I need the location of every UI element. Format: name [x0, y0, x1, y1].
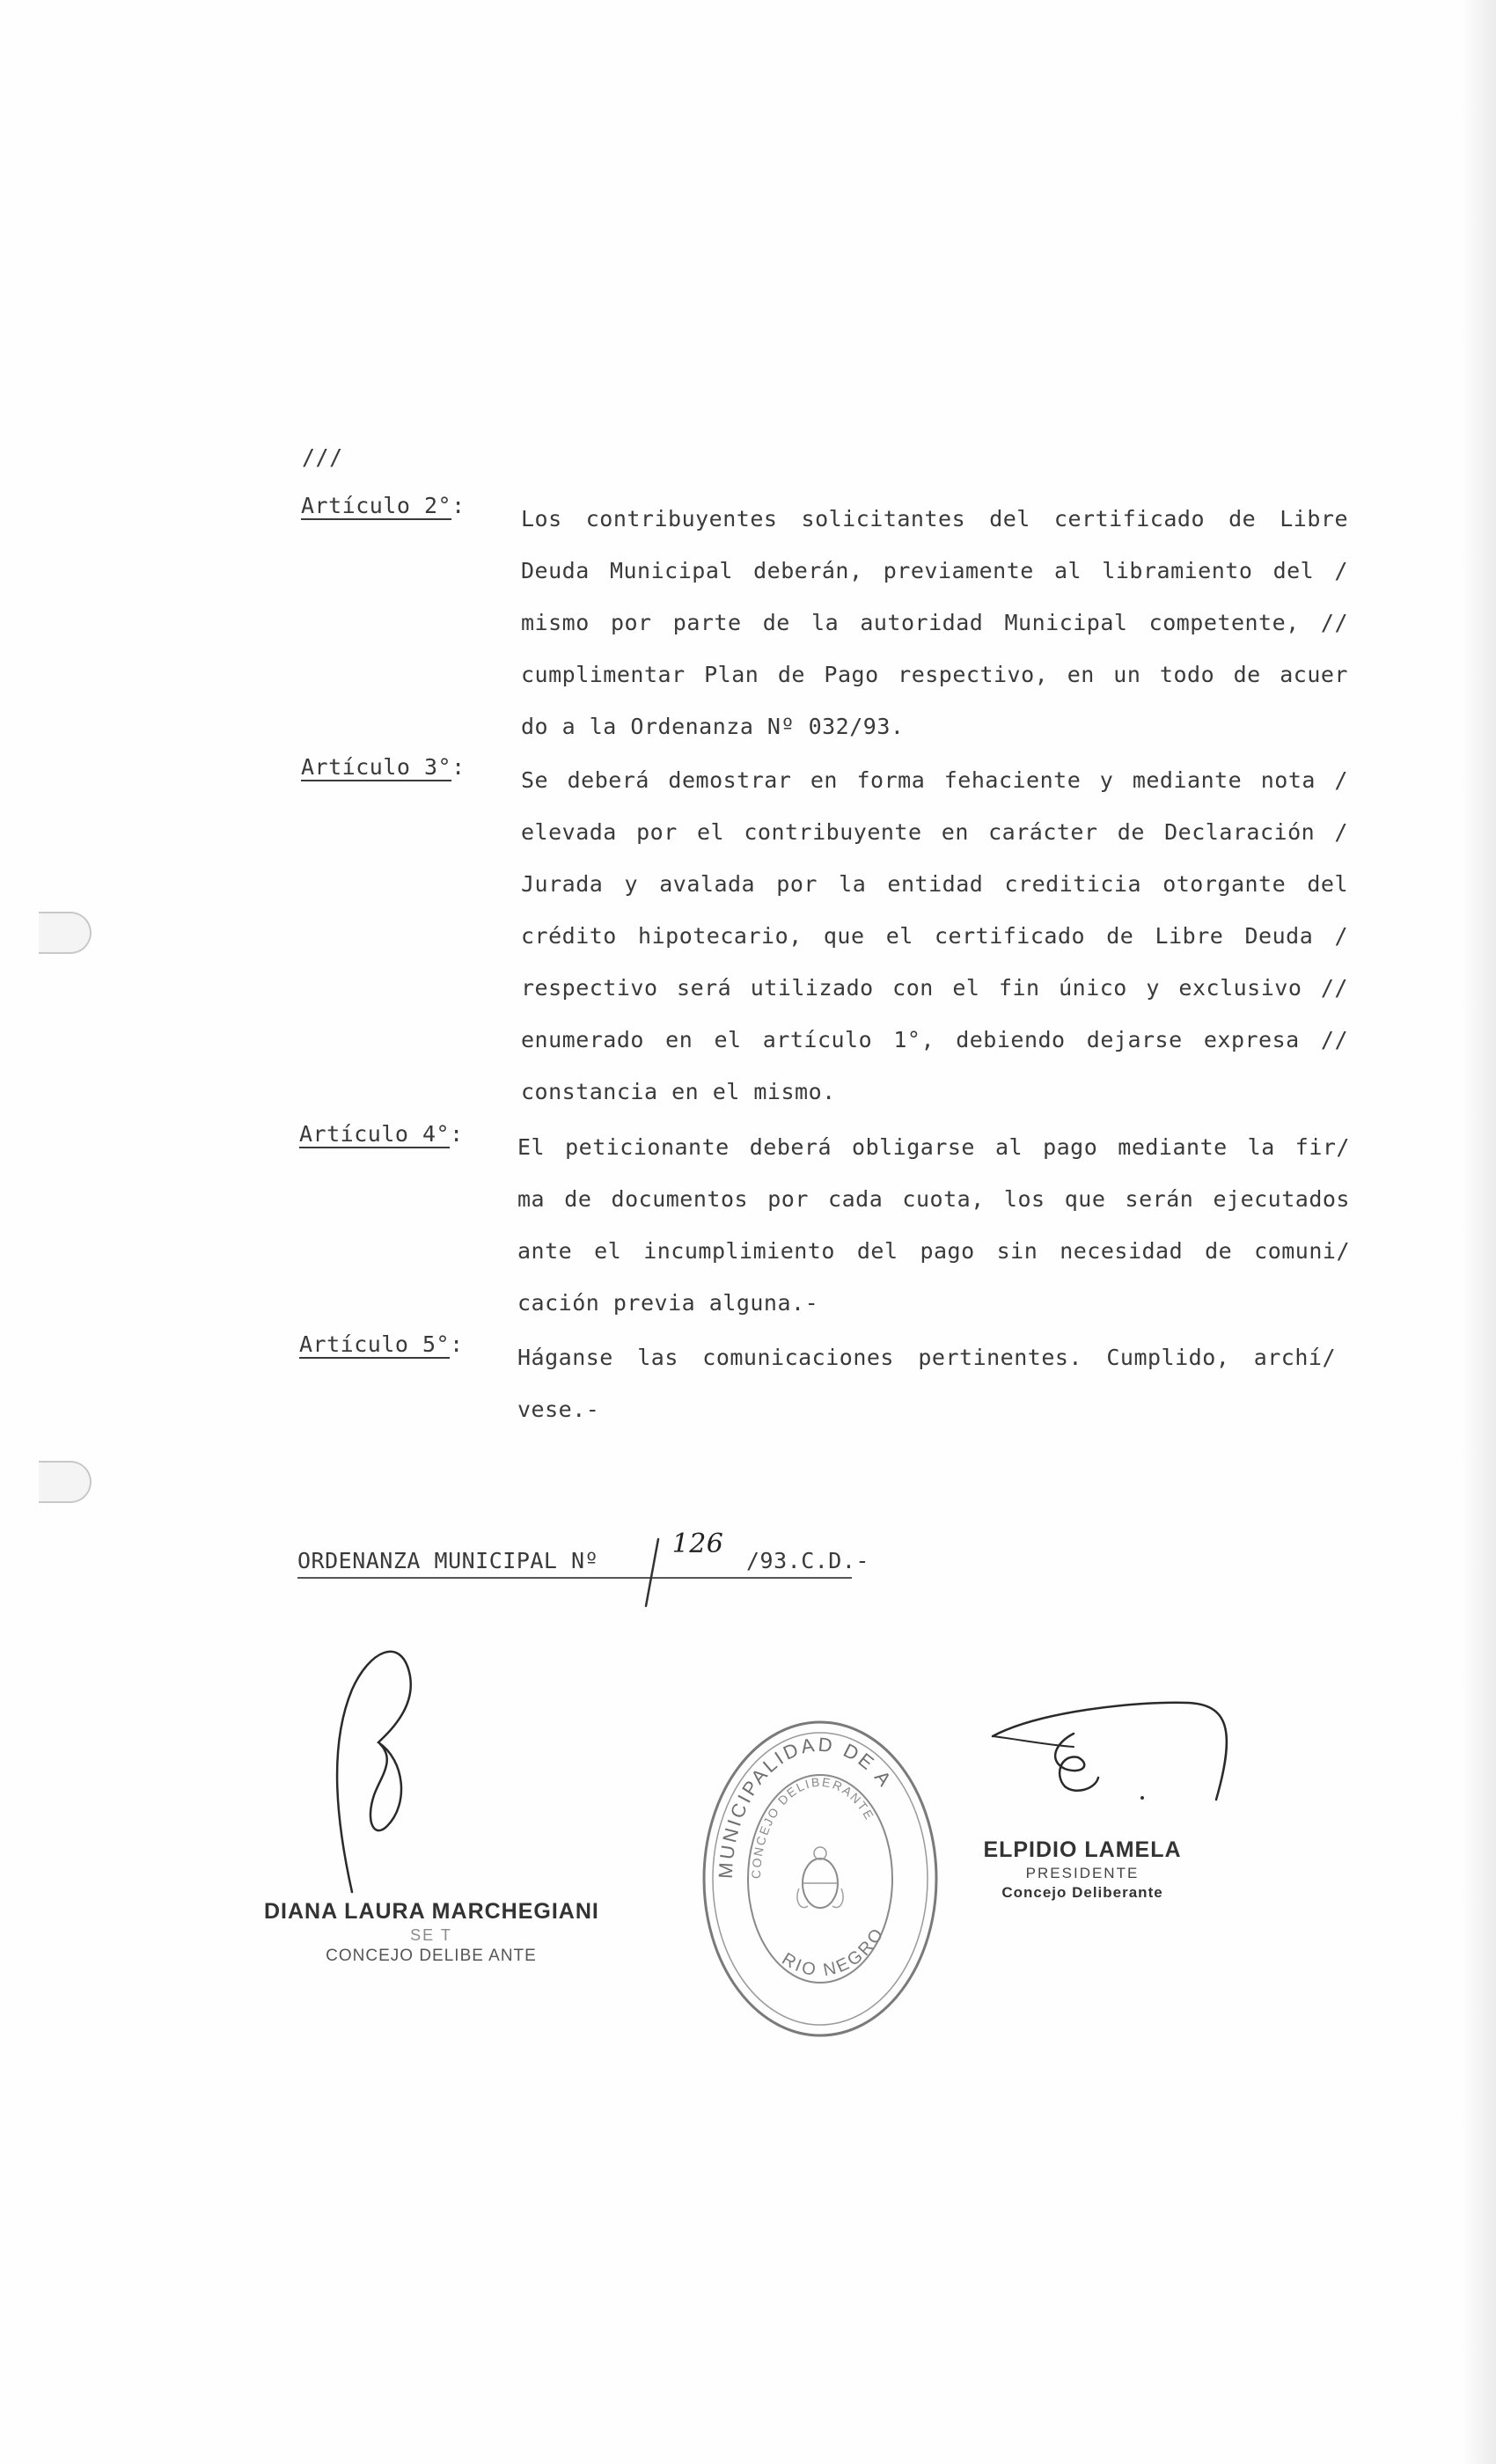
article-label-separator: :	[450, 1121, 464, 1147]
signatory-right-body: Concejo Deliberante	[1001, 1884, 1163, 1901]
article-line: do a la Ordenanza Nº 032/93.	[521, 714, 905, 739]
seal-inner-text: CONCEJO DELIBERANTE	[748, 1774, 877, 1880]
article-label	[301, 493, 466, 518]
article-label-separator: :	[450, 1331, 464, 1357]
article-label-separator: :	[451, 754, 466, 780]
page-edge-shadow	[1461, 0, 1496, 2464]
article-line: respectivo será utilizado con el fin único y exclusivo //	[521, 975, 1348, 1001]
signatory-right-name: ELPIDIO LAMELA	[983, 1837, 1182, 1862]
municipal-seal-stamp	[697, 1716, 943, 2042]
ordinance-handwritten-number: 126	[671, 1529, 724, 1559]
signature-right-handwritten	[986, 1694, 1241, 1852]
article-label-text: Artículo 2°	[301, 493, 452, 518]
article-line: Jurada y avalada por la entidad crediticia otorgante del	[521, 871, 1348, 897]
article-body	[517, 1121, 1350, 1329]
ordinance-number-line	[297, 1529, 869, 1579]
article-line: crédito hipotecario, que el certificado de Libre Deuda /	[521, 923, 1348, 949]
signatory-left-role: SE T	[410, 1926, 452, 1944]
article-line: Deuda Municipal deberán, previamente al libramiento del /	[521, 558, 1348, 583]
signature-left-handwritten	[326, 1637, 440, 1901]
signatory-right-role: PRESIDENTE	[1025, 1865, 1140, 1881]
article-body	[517, 1331, 1336, 1435]
article-line: El peticionante deberá obligarse al pago mediante la fir/	[517, 1134, 1350, 1160]
signatory-left-body: CONCEJO DELIBE ANTE	[326, 1947, 537, 1965]
ordinance-number-stroke	[634, 1536, 686, 1615]
article-label-separator: :	[451, 493, 466, 518]
article-line: cación previa alguna.-	[517, 1290, 819, 1316]
article-label	[299, 1121, 464, 1147]
signatory-right	[977, 1837, 1188, 1902]
coat-of-arms-icon	[797, 1847, 843, 1908]
ordinance-suffix: /93.C.D.-	[746, 1548, 869, 1573]
punch-hole-bottom	[39, 1461, 92, 1503]
article-line: constancia en el mismo.	[521, 1079, 836, 1104]
article-line: vese.-	[517, 1397, 600, 1422]
article-line: enumerado en el artículo 1°, debiendo dejarse expresa //	[521, 1027, 1348, 1052]
article-label-text: Artículo 3°	[301, 754, 452, 780]
article-line: ma de documentos por cada cuota, los que serán ejecutados	[517, 1186, 1350, 1212]
article-line: elevada por el contribuyente en carácter de Declaración /	[521, 819, 1348, 845]
article-line: Los contribuyentes solicitantes del certificado de Libre	[521, 506, 1348, 532]
continuation-marker: ///	[302, 444, 343, 470]
article-line: cumplimentar Plan de Pago respectivo, en un todo de acuer	[521, 662, 1348, 687]
article-body	[521, 754, 1348, 1118]
article-label-text: Artículo 4°	[299, 1121, 451, 1147]
ordinance-prefix: ORDENANZA MUNICIPAL Nº	[297, 1548, 599, 1573]
signatory-left-name: DIANA LAURA MARCHEGIANI	[264, 1899, 599, 1924]
seal-bottom-text: RIO NEGRO	[778, 1923, 889, 1981]
article-label	[301, 754, 466, 780]
article-line: ante el incumplimiento del pago sin necesidad de comuni/	[517, 1238, 1350, 1264]
punch-hole-top	[39, 912, 92, 954]
article-line: Háganse las comunicaciones pertinentes. Cumplido, archí/	[517, 1345, 1336, 1370]
article-label	[299, 1331, 464, 1357]
seal-outer-text: MUNICIPALIDAD DE A	[714, 1733, 898, 1880]
article-label-text: Artículo 5°	[299, 1331, 451, 1357]
signatory-left	[264, 1899, 598, 1966]
article-line: Se deberá demostrar en forma fehaciente y mediante nota /	[521, 767, 1348, 793]
article-line: mismo por parte de la autoridad Municipal competente, //	[521, 610, 1348, 635]
article-body	[521, 493, 1348, 752]
